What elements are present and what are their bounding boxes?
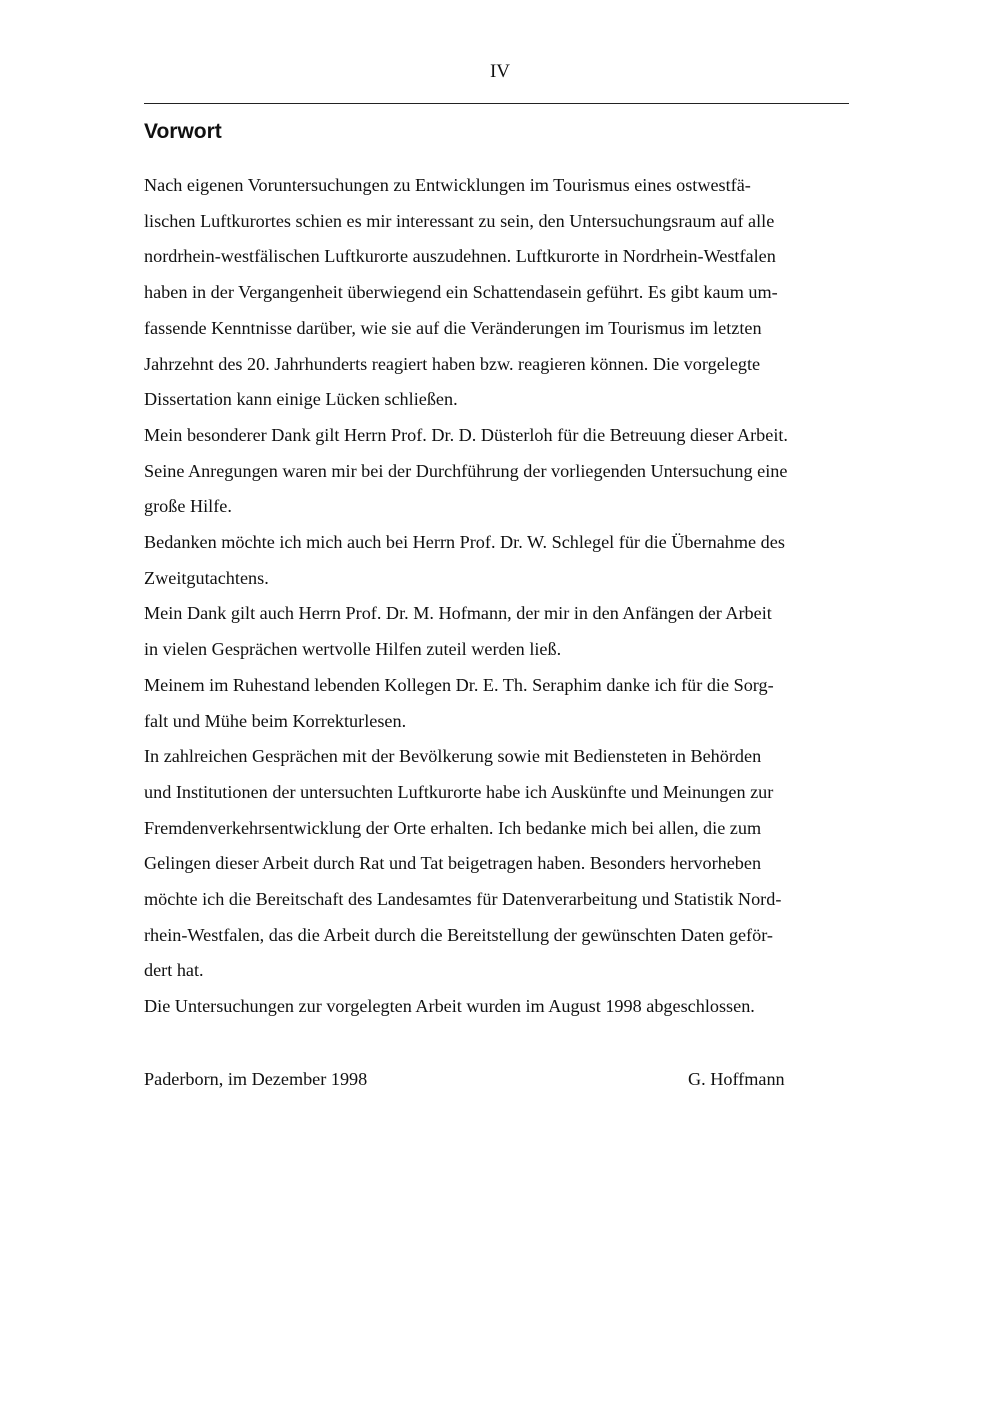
place-and-date: Paderborn, im Dezember 1998 bbox=[144, 1069, 368, 1089]
text-line: rhein-Westfalen, das die Arbeit durch die Bereitstellung der gewünschten Daten geför- bbox=[144, 924, 773, 945]
text-line: Mein Dank gilt auch Herrn Prof. Dr. M. Hofmann, der mir in den Anfängen der Arbeit bbox=[144, 603, 772, 624]
foreword-text bbox=[144, 168, 864, 1025]
text-line: und Institutionen der untersuchten Luftkurorte habe ich Auskünfte und Meinungen zur bbox=[144, 781, 774, 802]
text-line: Zweitgutachtens. bbox=[144, 567, 269, 588]
text-line: Fremdenverkehrsentwicklung der Orte erhalten. Ich bedanke mich bei allen, die zum bbox=[144, 817, 762, 838]
text-line: möchte ich die Bereitschaft des Landesamtes für Datenverarbeitung und Statistik Nord- bbox=[144, 889, 782, 910]
text-line: Dissertation kann einige Lücken schließen. bbox=[144, 389, 458, 410]
text-line: Mein besonderer Dank gilt Herrn Prof. Dr. D. Düsterloh für die Betreuung dieser Arbeit. bbox=[144, 424, 788, 445]
page-number: IV bbox=[489, 61, 511, 82]
text-line: Gelingen dieser Arbeit durch Rat und Tat beigetragen haben. Besonders hervorheben bbox=[144, 853, 762, 874]
text-line: große Hilfe. bbox=[144, 496, 232, 517]
text-line: Bedanken möchte ich mich auch bei Herrn Prof. Dr. W. Schlegel für die Übernahme des bbox=[144, 532, 785, 553]
text-line: In zahlreichen Gesprächen mit der Bevölkerung sowie mit Bediensteten in Behörden bbox=[144, 746, 762, 767]
page-title: Vorwort bbox=[144, 120, 222, 143]
text-line: Die Untersuchungen zur vorgelegten Arbeit wurden im August 1998 abgeschlossen. bbox=[144, 996, 755, 1017]
text-line: dert hat. bbox=[144, 960, 204, 981]
text-line: Seine Anregungen waren mir bei der Durchführung der vorliegenden Untersuchung eine bbox=[144, 460, 788, 481]
text-line: Jahrzehnt des 20. Jahrhunderts reagiert haben bzw. reagieren können. Die vorgelegte bbox=[144, 353, 761, 374]
text-line: in vielen Gesprächen wertvolle Hilfen zuteil werden ließ. bbox=[144, 639, 562, 660]
text-line: Nach eigenen Voruntersuchungen zu Entwicklungen im Tourismus eines ostwestfä- bbox=[144, 175, 751, 195]
text-line: nordrhein-westfälischen Luftkurorte auszudehnen. Luftkurorte in Nordrhein-Westfalen bbox=[144, 246, 776, 267]
text-line: haben in der Vergangenheit überwiegend ein Schattendasein geführt. Es gibt kaum um- bbox=[144, 282, 778, 303]
text-line: fassende Kenntnisse darüber, wie sie auf die Veränderungen im Tourismus im letzten bbox=[144, 317, 762, 338]
text-line: lischen Luftkurortes schien es mir interessant zu sein, den Untersuchungsraum auf alle bbox=[144, 210, 775, 231]
author-name: G. Hoffmann bbox=[688, 1069, 785, 1089]
text-line: Meinem im Ruhestand lebenden Kollegen Dr. E. Th. Seraphim danke ich für die Sorg- bbox=[144, 674, 774, 695]
header-divider bbox=[144, 103, 849, 104]
text-line: falt und Mühe beim Korrekturlesen. bbox=[144, 710, 407, 731]
